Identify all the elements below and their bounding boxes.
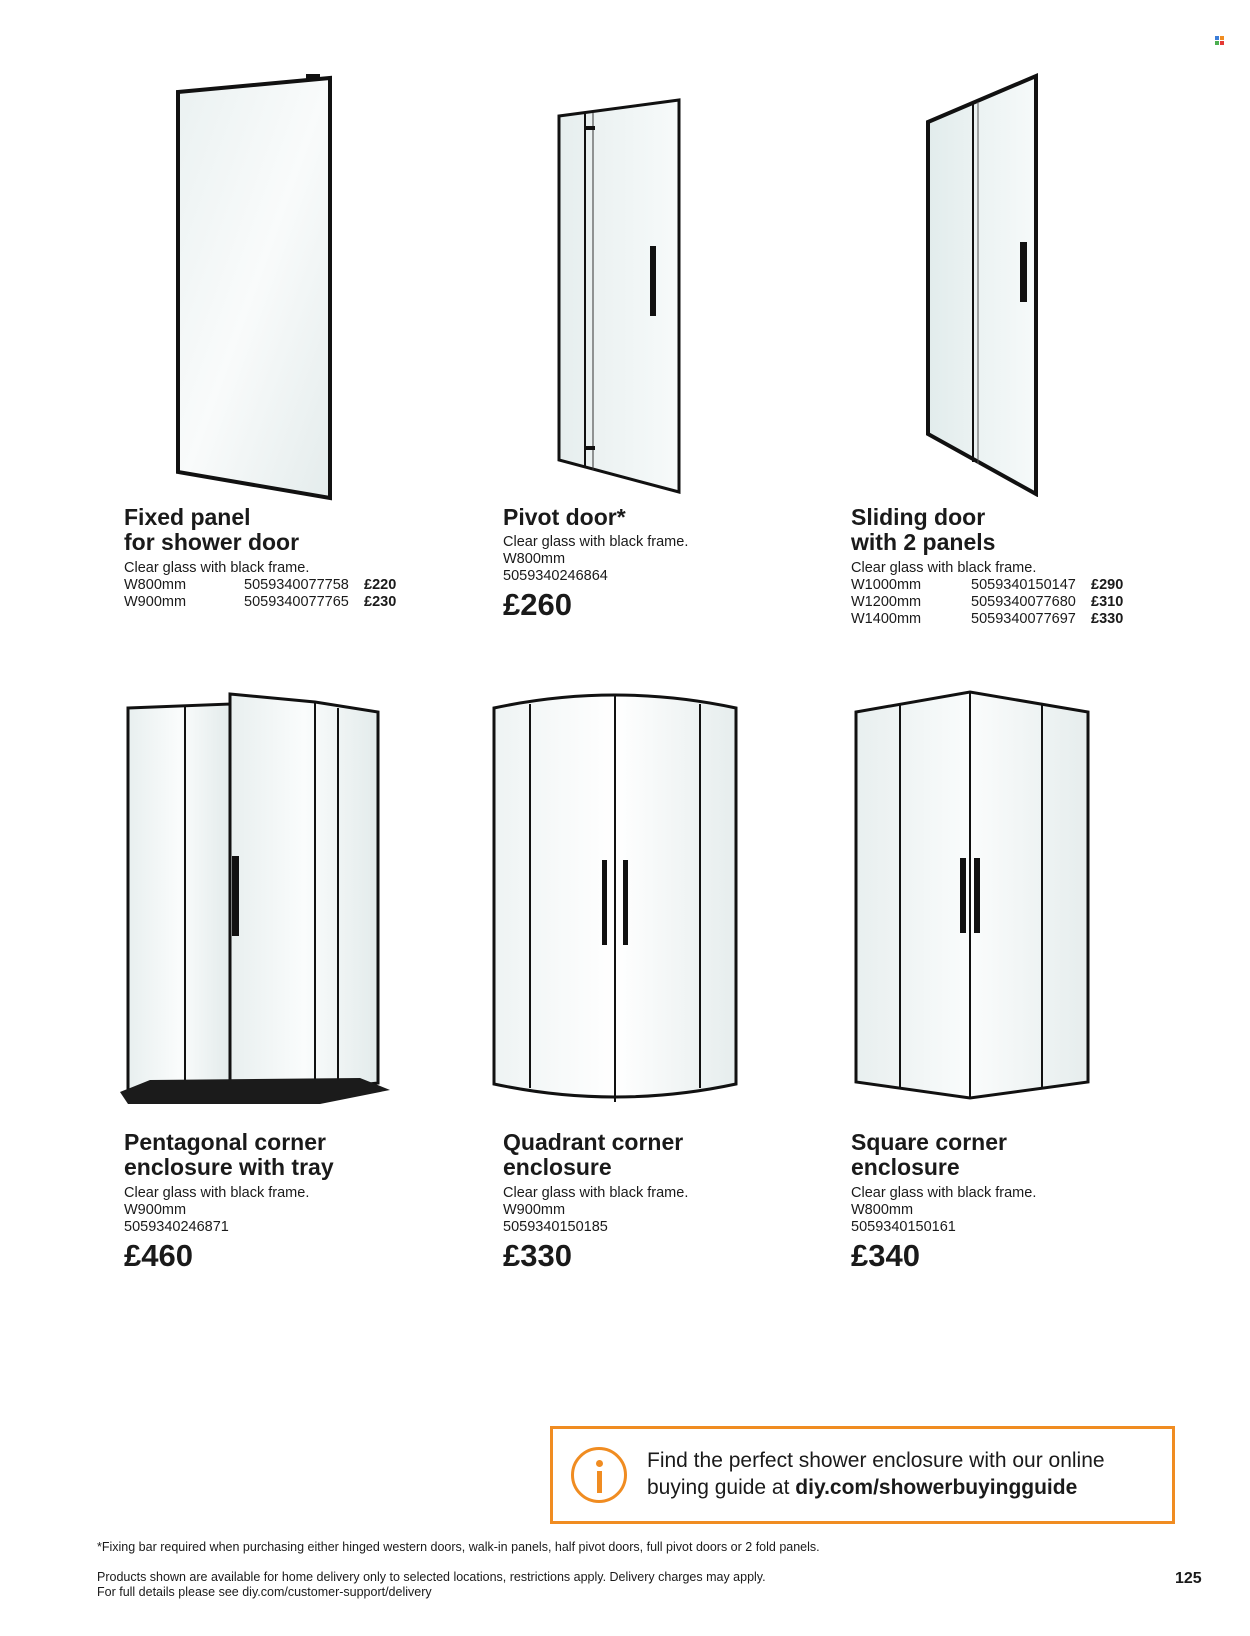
product-title-line2: enclosure with tray <box>124 1154 334 1180</box>
variant-width: W1400mm <box>851 611 922 627</box>
product-title: Sliding door <box>851 504 986 530</box>
buying-guide-link[interactable]: diy.com/showerbuyingguide <box>795 1476 1078 1499</box>
variant-width: W1000mm <box>851 577 922 593</box>
variant-price: £310 <box>1091 594 1124 610</box>
product-quadrant-enclosure <box>503 1130 823 1273</box>
fixing-bar-footnote: *Fixing bar required when purchasing either hinged western doors, walk-in panels, half pivot doors, full pivot doors or 2 fold panels. <box>97 1540 820 1554</box>
fixed-panel-image <box>170 72 335 502</box>
variant-price: £220 <box>364 577 397 593</box>
product-width: W800mm <box>503 551 566 567</box>
buying-guide-callout <box>550 1426 1175 1524</box>
variant-row <box>851 577 1191 594</box>
info-icon <box>571 1447 627 1503</box>
product-code: 5059340246871 <box>124 1219 229 1235</box>
product-price: £330 <box>503 1238 572 1273</box>
square-enclosure-image <box>852 688 1092 1108</box>
buying-guide-line1: Find the perfect shower enclosure with our online <box>647 1449 1105 1472</box>
product-pentagonal-enclosure <box>124 1130 444 1273</box>
product-title: Quadrant corner <box>503 1129 684 1155</box>
product-price: £340 <box>851 1238 920 1273</box>
variant-price: £330 <box>1091 611 1124 627</box>
product-width: W900mm <box>124 1202 187 1218</box>
product-title-line2: enclosure <box>851 1154 960 1180</box>
variant-width: W900mm <box>124 594 187 610</box>
product-code: 5059340150161 <box>851 1219 956 1235</box>
product-title: Square corner <box>851 1129 1007 1155</box>
product-title-line2: for shower door <box>124 529 300 555</box>
sliding-door-image <box>918 72 1043 497</box>
variant-width: W1200mm <box>851 594 922 610</box>
variant-code: 5059340077765 <box>244 594 349 610</box>
variant-row <box>124 594 424 611</box>
product-width: W900mm <box>503 1202 566 1218</box>
product-description: Clear glass with black frame. <box>851 560 1037 576</box>
product-title: Fixed panel <box>124 504 251 530</box>
product-title-line2: with 2 panels <box>851 529 996 555</box>
product-code: 5059340150185 <box>503 1219 608 1235</box>
product-fixed-panel <box>124 505 424 611</box>
product-price: £460 <box>124 1238 193 1273</box>
product-code: 5059340246864 <box>503 568 608 584</box>
delivery-footnote-line1: Products shown are available for home delivery only to selected locations, restrictions apply. Delivery charges may apply. <box>97 1570 766 1584</box>
product-square-enclosure <box>851 1130 1171 1273</box>
product-title-line2: enclosure <box>503 1154 612 1180</box>
product-description: Clear glass with black frame. <box>124 560 310 576</box>
variant-row <box>124 577 424 594</box>
product-description: Clear glass with black frame. <box>503 1185 689 1201</box>
brand-logo-icon <box>1215 32 1224 41</box>
variant-code: 5059340077697 <box>971 611 1076 627</box>
product-width: W800mm <box>851 1202 914 1218</box>
buying-guide-prefix: buying guide at <box>647 1476 796 1499</box>
product-price: £260 <box>503 587 572 622</box>
variant-code: 5059340077758 <box>244 577 349 593</box>
pivot-door-image <box>555 96 685 496</box>
product-sliding-door <box>851 505 1191 628</box>
variant-row <box>851 594 1191 611</box>
product-title: Pentagonal corner <box>124 1129 326 1155</box>
variant-width: W800mm <box>124 577 187 593</box>
variant-code: 5059340150147 <box>971 577 1076 593</box>
product-description: Clear glass with black frame. <box>851 1185 1037 1201</box>
product-title: Pivot door* <box>503 504 626 530</box>
pentagonal-enclosure-image <box>120 688 390 1108</box>
buying-guide-line2 <box>647 1474 1105 1501</box>
page-number: 125 <box>1175 1570 1202 1587</box>
variant-price: £230 <box>364 594 397 610</box>
product-description: Clear glass with black frame. <box>503 534 689 550</box>
variant-row <box>851 611 1191 628</box>
product-description: Clear glass with black frame. <box>124 1185 310 1201</box>
buying-guide-text <box>647 1447 1105 1501</box>
quadrant-enclosure-image <box>490 690 740 1110</box>
variant-code: 5059340077680 <box>971 594 1076 610</box>
variant-price: £290 <box>1091 577 1124 593</box>
delivery-footnote-line2[interactable]: For full details please see diy.com/customer-support/delivery <box>97 1585 432 1599</box>
product-pivot-door <box>503 505 803 622</box>
